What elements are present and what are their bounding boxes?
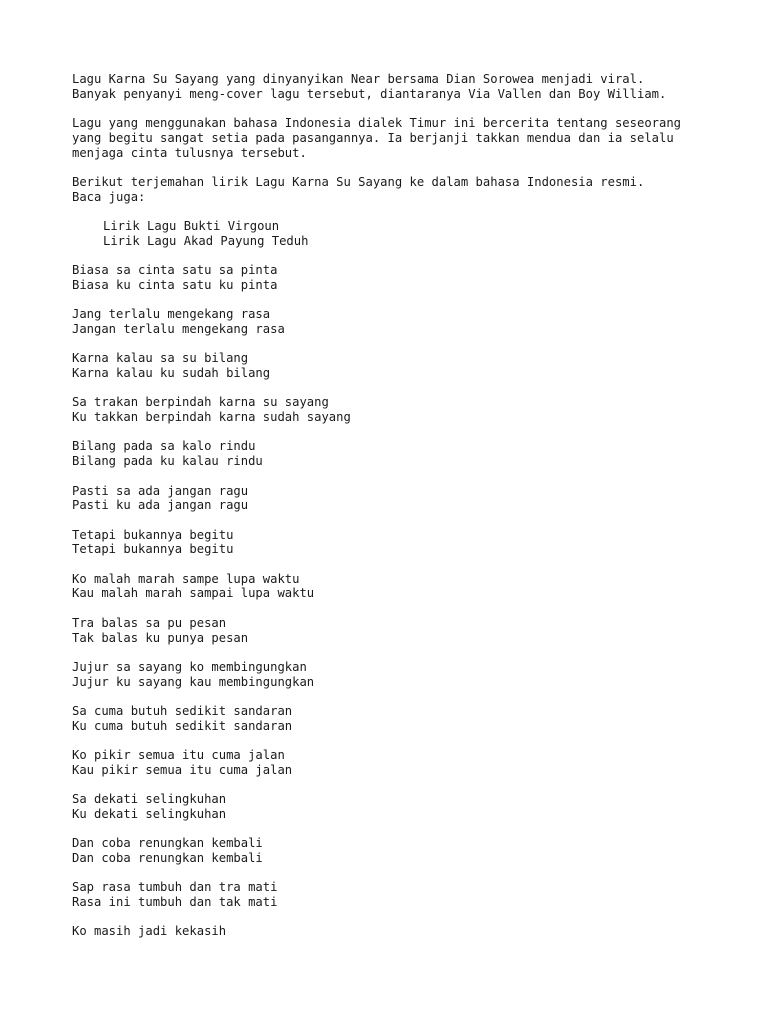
lyric-line-translation: Kau malah marah sampai lupa waktu bbox=[72, 586, 315, 601]
lyric-line-original: Ko malah marah sampe lupa waktu bbox=[72, 571, 300, 586]
lyric-line-translation: Ku dekati selingkuhan bbox=[72, 806, 227, 821]
lyric-stanza bbox=[72, 880, 732, 909]
lyric-line-original: Sap rasa tumbuh dan tra mati bbox=[72, 880, 278, 895]
paragraph-line: Berikut terjemahan lirik Lagu Karna Su Sayang ke dalam bahasa Indonesia resmi. bbox=[72, 174, 645, 189]
lyric-line-translation: Tak balas ku punya pesan bbox=[72, 630, 249, 645]
lyrics-stanzas bbox=[72, 263, 732, 939]
lyric-stanza bbox=[72, 748, 732, 777]
lyric-stanza bbox=[72, 263, 732, 292]
intro-paragraph-2 bbox=[72, 116, 732, 160]
document-page bbox=[72, 72, 732, 954]
see-also-label: Baca juga: bbox=[72, 189, 146, 204]
lyric-line-translation: Jangan terlalu mengekang rasa bbox=[72, 321, 285, 336]
paragraph-line: Lagu yang menggunakan bahasa Indonesia dialek Timur ini bercerita tentang seseorang bbox=[72, 116, 682, 131]
lyric-line-original: Tra balas sa pu pesan bbox=[72, 615, 227, 630]
lyric-stanza bbox=[72, 307, 732, 336]
lyric-stanza bbox=[72, 616, 732, 645]
lyric-line-translation: Bilang pada ku kalau rindu bbox=[72, 454, 263, 469]
lyric-line-original: Bilang pada sa kalo rindu bbox=[72, 439, 256, 454]
lyric-stanza bbox=[72, 660, 732, 689]
lyric-stanza bbox=[72, 704, 732, 733]
lyric-stanza bbox=[72, 484, 732, 513]
lyric-line-original: Sa trakan berpindah karna su sayang bbox=[72, 395, 329, 410]
lyric-stanza bbox=[72, 439, 732, 468]
lyric-stanza bbox=[72, 924, 732, 939]
lyric-line-translation: Rasa ini tumbuh dan tak mati bbox=[72, 895, 278, 910]
see-also-list bbox=[72, 219, 732, 248]
lyric-stanza bbox=[72, 572, 732, 601]
lyric-line-translation: Jujur ku sayang kau membingungkan bbox=[72, 674, 315, 689]
lyric-line-translation: Ku cuma butuh sedikit sandaran bbox=[72, 718, 293, 733]
lyric-stanza bbox=[72, 836, 732, 865]
lyric-line-original: Sa cuma butuh sedikit sandaran bbox=[72, 704, 293, 719]
lyric-line-original: Ko masih jadi kekasih bbox=[72, 924, 227, 939]
lyric-stanza bbox=[72, 395, 732, 424]
lyric-stanza bbox=[72, 528, 732, 557]
lyric-line-translation: Biasa ku cinta satu ku pinta bbox=[72, 277, 278, 292]
see-also-link-akad-payung-teduh[interactable]: Lirik Lagu Akad Payung Teduh bbox=[103, 233, 309, 248]
lyric-line-original: Biasa sa cinta satu sa pinta bbox=[72, 263, 278, 278]
translation-intro-paragraph bbox=[72, 175, 732, 204]
lyric-line-original: Jang terlalu mengekang rasa bbox=[72, 307, 271, 322]
paragraph-line: yang begitu sangat setia pada pasangannya. Ia berjanji takkan mendua dan ia selalu bbox=[72, 130, 674, 145]
lyric-line-translation: Pasti ku ada jangan ragu bbox=[72, 498, 249, 513]
lyric-line-translation: Dan coba renungkan kembali bbox=[72, 851, 263, 865]
lyric-line-original: Karna kalau sa su bilang bbox=[72, 351, 249, 366]
lyric-stanza bbox=[72, 792, 732, 821]
lyric-line-original: Jujur sa sayang ko membingungkan bbox=[72, 659, 307, 674]
lyric-line-translation: Karna kalau ku sudah bilang bbox=[72, 365, 271, 380]
paragraph-line: menjaga cinta tulusnya tersebut. bbox=[72, 145, 307, 160]
lyric-line-original: Pasti sa ada jangan ragu bbox=[72, 483, 249, 498]
paragraph-line: Banyak penyanyi meng-cover lagu tersebut, diantaranya Via Vallen dan Boy William. bbox=[72, 86, 667, 101]
lyric-line-original: Sa dekati selingkuhan bbox=[72, 792, 227, 807]
lyric-line-translation: Tetapi bukannya begitu bbox=[72, 542, 234, 557]
intro-paragraph-1 bbox=[72, 72, 732, 101]
see-also-link-bukti-virgoun[interactable]: Lirik Lagu Bukti Virgoun bbox=[103, 218, 280, 233]
lyric-line-translation: Kau pikir semua itu cuma jalan bbox=[72, 762, 293, 777]
lyric-line-original: Ko pikir semua itu cuma jalan bbox=[72, 748, 285, 763]
lyric-line-original: Dan coba renungkan kembali bbox=[72, 836, 263, 851]
paragraph-line: Lagu Karna Su Sayang yang dinyanyikan Near bersama Dian Sorowea menjadi viral. bbox=[72, 72, 645, 86]
lyric-line-translation: Ku takkan berpindah karna sudah sayang bbox=[72, 410, 351, 425]
lyric-line-original: Tetapi bukannya begitu bbox=[72, 527, 234, 542]
lyric-stanza bbox=[72, 351, 732, 380]
